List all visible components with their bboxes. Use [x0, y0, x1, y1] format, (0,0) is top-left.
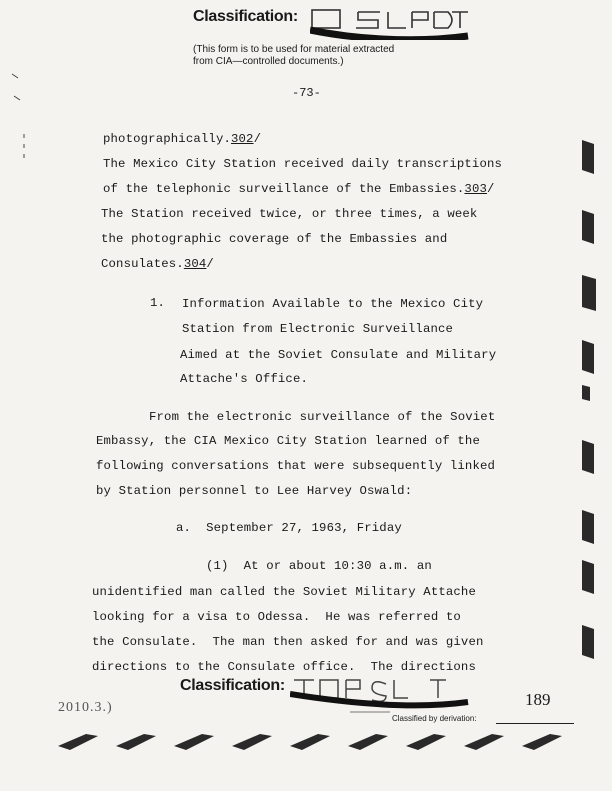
footer-page-number: 189 [525, 690, 551, 709]
item-line-5: directions to the Consulate office. The directions [92, 660, 476, 674]
item-line-3: looking for a visa to Odessa. He was referred to [92, 610, 461, 624]
form-note-line-2: from CIA—controlled documents.) [193, 56, 344, 67]
paragraph-line-1: From the electronic surveillance of the Soviet [149, 410, 496, 424]
body-line-1-slash: / [253, 132, 262, 146]
footer-redaction-stamp [290, 676, 470, 716]
paragraph-line-4: by Station personnel to Lee Harvey Oswald: [96, 484, 413, 498]
form-note [193, 44, 473, 68]
paragraph-line-3: following conversations that were subsequently linked [96, 459, 496, 473]
section-heading-line-3: Aimed at the Soviet Consulate and Military [180, 348, 497, 362]
bottom-edge-marks [54, 728, 574, 752]
body-line-3-text: of the telephonic surveillance of the Embassies. [103, 182, 465, 196]
subsection-heading: a. September 27, 1963, Friday [176, 521, 402, 535]
body-line-3 [103, 182, 495, 196]
footnote-ref-303: 303 [464, 182, 488, 196]
section-heading-line-1: Information Available to the Mexico City [182, 297, 484, 311]
section-heading-line-2: Station from Electronic Surveillance [182, 322, 454, 336]
body-line-3-slash: / [487, 182, 495, 196]
body-line-6 [101, 257, 214, 271]
header-redaction-stamp [310, 6, 470, 40]
derivation-label: Classified by derivation: [392, 714, 477, 723]
derivation-signature-line [496, 723, 574, 724]
footnote-ref-302: 302 [231, 132, 254, 146]
body-line-6-text: Consulates. [101, 257, 184, 271]
body-line-5-text: the photographic coverage of the Embassies and [101, 232, 448, 246]
body-line-1 [103, 132, 261, 146]
body-line-6-slash: / [206, 257, 214, 271]
section-heading-line-4: Attache's Office. [180, 372, 308, 386]
footer-classification-label: Classification: [180, 677, 285, 694]
body-line-2 [103, 157, 502, 171]
paragraph-line-2: Embassy, the CIA Mexico City Station learned of the [96, 434, 480, 448]
item-line-4: the Consulate. The man then asked for and was given [92, 635, 484, 649]
body-line-4-text: The Station received twice, or three times, a week [101, 207, 478, 221]
body-line-2-text: The Mexico City Station received daily transcriptions [103, 157, 503, 171]
item-line-1: (1) At or about 10:30 a.m. an [206, 559, 432, 573]
section-number: 1. [150, 296, 166, 310]
item-line-2: unidentified man called the Soviet Military Attache [92, 585, 476, 599]
document-code: 2010.3.) [58, 700, 113, 715]
body-line-4 [101, 207, 477, 221]
body-line-5 [101, 232, 447, 246]
left-edge-marks [6, 70, 28, 180]
form-note-line-1: (This form is to be used for material extracted [193, 44, 395, 55]
body-line-1-text: photographically. [103, 132, 231, 146]
footnote-ref-304: 304 [183, 257, 207, 271]
header-classification-label: Classification: [193, 8, 298, 25]
page-number: -73- [292, 86, 321, 100]
right-edge-marks [578, 130, 608, 690]
